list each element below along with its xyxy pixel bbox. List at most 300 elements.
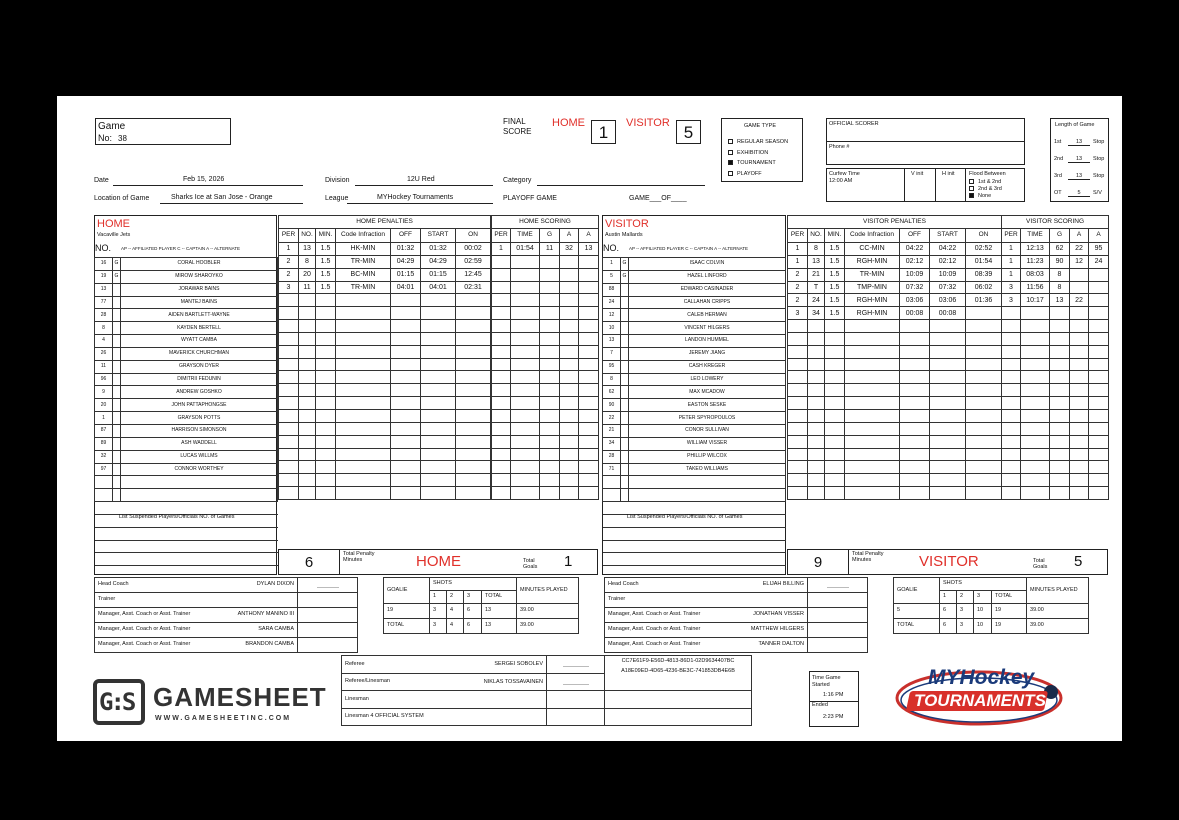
league-label: League [325, 195, 349, 202]
home-team-name: Vacaville Jets [97, 232, 131, 238]
visitor-goal-cell [1070, 332, 1089, 345]
home-penalty-cell [316, 320, 336, 333]
visitor-player-tag [621, 360, 629, 373]
home-roster-row [95, 258, 278, 271]
home-penalty-cell: 12:45 [456, 268, 491, 281]
home-staff-signature [298, 593, 358, 608]
home-goalie-label: GOALIE [384, 578, 430, 604]
home-goal-cell [511, 384, 540, 397]
visitor-penalty-cell: 07:32 [930, 281, 966, 294]
home-goal-row [492, 281, 599, 294]
official-codes-cell [605, 656, 752, 691]
visitor-goalie-row [894, 604, 1089, 619]
visitor-roster-row [603, 373, 786, 386]
visitor-penalty-cell [788, 435, 808, 448]
home-penalty-cell [299, 384, 316, 397]
official-scorer-box [826, 118, 1025, 142]
home-blank-cell [95, 553, 278, 566]
game-type-box [721, 118, 803, 182]
visitor-goal-row [1002, 307, 1109, 320]
visitor-player-number: 71 [603, 463, 621, 476]
visitor-goal-cell: 90 [1050, 255, 1070, 268]
visitor-penalty-row [788, 474, 1002, 487]
home-goal-cell [560, 422, 579, 435]
home-penalty-cell: 04:01 [391, 281, 421, 294]
home-goal-cell [560, 294, 579, 307]
checked-box-icon [728, 160, 733, 165]
visitor-pen-header-row [788, 229, 1002, 243]
home-goal-row [492, 461, 599, 474]
visitor-goal-cell [1070, 320, 1089, 333]
visitor-period-header: TOTAL [992, 591, 1027, 604]
visitor-player-name: CALEB HERMAN [629, 309, 786, 322]
flood-option [969, 179, 1002, 186]
home-staff-table [94, 577, 358, 653]
visitor-goal-cell [1021, 474, 1050, 487]
official-scorer-label: OFFICIAL SCORER [829, 121, 879, 127]
visitor-penalty-cell: 03:06 [900, 294, 930, 307]
visitor-goal-row [1002, 448, 1109, 461]
home-goal-cell [511, 371, 540, 384]
visitor-player-name [629, 489, 786, 502]
home-goalie-cell: 39.00 [517, 619, 579, 634]
visitor-score-header: PER [1002, 229, 1021, 243]
home-staff-role: Manager, Asst. Coach or Asst. Trainer [98, 611, 191, 618]
home-penalty-row [279, 358, 491, 371]
visitor-player-number: 90 [603, 399, 621, 412]
visitor-penalty-row [788, 345, 1002, 358]
visitor-player-number [603, 489, 621, 502]
myhockey-top: MYHockey [928, 666, 1035, 689]
visitor-no-header: NO. [603, 243, 620, 253]
visitor-goal-cell [1089, 461, 1109, 474]
home-penalty-cell: 1.5 [316, 255, 336, 268]
visitor-penalty-cell [788, 320, 808, 333]
length-stop: Stop [1093, 173, 1105, 179]
playoff-game-label: PLAYOFF GAME [503, 195, 557, 202]
visitor-player-number: 1 [603, 258, 621, 271]
visitor-penalty-cell [966, 358, 1002, 371]
length-rows [1054, 139, 1108, 207]
home-player-name: LUCAS WILLMS [121, 450, 278, 463]
visitor-goal-cell [1089, 320, 1109, 333]
visitor-goal-cell: 13 [1050, 294, 1070, 307]
official-empty-cell [605, 708, 752, 726]
visitor-penalty-cell: 01:54 [966, 255, 1002, 268]
game-type-option-label: REGULAR SEASON [737, 139, 789, 145]
visitor-penalty-row [788, 255, 1002, 268]
home-pen-filler [279, 499, 491, 537]
home-goal-cell: 1 [492, 243, 511, 256]
home-goalie-header-row [384, 578, 579, 591]
visitor-staff-signature [808, 593, 868, 608]
length-title: Length of Game [1055, 122, 1095, 128]
visitor-player-number: 28 [603, 450, 621, 463]
visitor-player-tag [621, 476, 629, 489]
visitor-player-tag [621, 309, 629, 322]
home-penalty-cell [391, 474, 421, 487]
visitor-goal-cell [1050, 397, 1070, 410]
home-goal-cell [560, 307, 579, 320]
visitor-penalty-row [788, 358, 1002, 371]
visitor-penalty-cell [930, 358, 966, 371]
visitor-player-number: 10 [603, 322, 621, 335]
signature-icon [827, 583, 849, 588]
visitor-goal-cell [1002, 435, 1021, 448]
visitor-pen-header: START [930, 229, 966, 243]
visitor-penalties-table [787, 215, 1002, 537]
home-goal-cell [579, 384, 599, 397]
home-goal-cell [511, 358, 540, 371]
home-penalty-cell [456, 320, 491, 333]
visitor-goal-cell [1070, 307, 1089, 320]
home-penalty-row [279, 255, 491, 268]
home-goal-cell [540, 268, 560, 281]
home-penalty-cell [456, 358, 491, 371]
home-penalty-row [279, 332, 491, 345]
home-penalty-cell [336, 384, 391, 397]
home-staff-role: Manager, Asst. Coach or Asst. Trainer [98, 641, 191, 648]
visitor-penalty-cell [808, 474, 825, 487]
visitor-player-number: 5 [603, 270, 621, 283]
home-pen-header: ON [456, 229, 491, 243]
visitor-goalie-cell: 5 [894, 604, 940, 619]
visitor-penalty-row [788, 397, 1002, 410]
h-init-label: H init [942, 171, 955, 177]
home-player-number: 97 [95, 463, 113, 476]
home-staff-name: ANTHONY MANINO III [237, 611, 294, 617]
home-player-name: ASH WADDELL [121, 437, 278, 450]
length-of-game-box [1050, 118, 1109, 202]
length-period: 1st [1054, 139, 1062, 145]
home-goal-cell [511, 422, 540, 435]
visitor-roster-row [603, 476, 786, 489]
visitor-team-name: Austin Mallards [605, 232, 643, 238]
home-minutes-label: MINUTES PLAYED [517, 578, 579, 604]
visitor-penalty-row [788, 243, 1002, 256]
visitor-penalty-row [788, 294, 1002, 307]
visitor-player-tag [621, 347, 629, 360]
visitor-penalty-cell: 02:12 [930, 255, 966, 268]
visitor-penalty-cell [808, 371, 825, 384]
visitor-goal-cell [1002, 422, 1021, 435]
visitor-penalty-cell [900, 422, 930, 435]
home-total-goals: 1 [564, 553, 573, 570]
home-player-tag [113, 424, 121, 437]
official-role: Referee/Linesman [345, 678, 390, 685]
home-player-number: 87 [95, 424, 113, 437]
home-blank-cell [95, 527, 278, 540]
home-pen-title-row [279, 216, 491, 229]
home-penalty-cell [391, 422, 421, 435]
home-penalty-row [279, 409, 491, 422]
visitor-roster-row [603, 412, 786, 425]
visitor-goal-cell [1021, 435, 1050, 448]
home-staff-signature [298, 623, 358, 638]
home-player-tag: G [113, 270, 121, 283]
home-goalie-cell: 3 [430, 604, 447, 619]
visitor-penalty-cell: 1.5 [825, 281, 845, 294]
home-penalty-cell [456, 332, 491, 345]
length-period: 3rd [1054, 173, 1062, 179]
home-pen-header: START [421, 229, 456, 243]
visitor-penalty-cell: 03:06 [930, 294, 966, 307]
home-penalty-cell [279, 474, 299, 487]
visitor-goal-cell [1021, 345, 1050, 358]
visitor-penalty-cell: 13 [808, 255, 825, 268]
home-penalty-cell [279, 345, 299, 358]
visitor-penalty-cell [825, 422, 845, 435]
visitor-penalty-cell: 06:02 [966, 281, 1002, 294]
home-player-name: KAYDEN BERTELL [121, 322, 278, 335]
visitor-penalty-row [788, 461, 1002, 474]
home-staff-name: BRANDON CAMBA [245, 641, 294, 647]
visitor-goal-cell [1089, 435, 1109, 448]
visitor-player-tag [621, 399, 629, 412]
visitor-penalty-cell [808, 409, 825, 422]
home-player-tag [113, 476, 121, 489]
home-goal-row [492, 243, 599, 256]
home-penalty-cell [421, 384, 456, 397]
visitor-player-number: 21 [603, 424, 621, 437]
visitor-goal-cell [1089, 371, 1109, 384]
home-penalty-cell [299, 435, 316, 448]
visitor-penalty-row [788, 332, 1002, 345]
home-penalty-cell [279, 320, 299, 333]
visitor-blank-cell [603, 540, 786, 553]
home-goal-row [492, 474, 599, 487]
visitor-penalty-cell [825, 345, 845, 358]
home-player-name: JORAWAR BAINS [121, 283, 278, 296]
home-goal-cell: 11 [540, 243, 560, 256]
game-type-option [728, 137, 788, 148]
visitor-staff-signature [808, 578, 868, 593]
home-staff-name: SARA CAMBA [258, 626, 294, 632]
visitor-goalie-cell: 6 [940, 604, 957, 619]
visitor-player-number [603, 476, 621, 489]
home-staff-cell [95, 608, 298, 623]
home-penalty-cell [279, 448, 299, 461]
home-suspended-cell [95, 502, 278, 515]
visitor-player-name: ISAAC COLVIN [629, 258, 786, 271]
length-value: 13 [1068, 139, 1090, 146]
length-row [1054, 173, 1108, 190]
visitor-goal-cell [1089, 384, 1109, 397]
game-of-label: GAME___OF____ [629, 195, 687, 202]
official-signature [547, 673, 605, 691]
visitor-goalie-cell: 39.00 [1027, 604, 1089, 619]
h-init-box [935, 168, 966, 202]
home-roster-row [95, 322, 278, 335]
visitor-goal-cell [1021, 307, 1050, 320]
visitor-goal-cell [1002, 384, 1021, 397]
visitor-goal-cell [1070, 268, 1089, 281]
home-staff-row [95, 623, 358, 638]
home-goal-cell [540, 409, 560, 422]
home-goal-row [492, 345, 599, 358]
home-roster-row [95, 437, 278, 450]
game-no-label: No: [98, 133, 113, 143]
visitor-goal-cell [1050, 345, 1070, 358]
home-penalty-row [279, 448, 491, 461]
visitor-penalty-cell [845, 474, 900, 487]
visitor-penalty-cell: 1 [788, 243, 808, 256]
visitor-roster-row [603, 424, 786, 437]
home-goal-cell [560, 474, 579, 487]
visitor-score-title: VISITOR SCORING [1002, 216, 1109, 229]
final-label: FINAL [503, 117, 526, 126]
length-stop: Stop [1093, 139, 1105, 145]
visitor-player-tag [621, 437, 629, 450]
home-roster-row [95, 373, 278, 386]
home-penalty-cell [421, 358, 456, 371]
visitor-penalty-cell [788, 332, 808, 345]
visitor-pen-header: NO. [808, 229, 825, 243]
flood-option-label: 2nd & 3rd [978, 186, 1002, 192]
visitor-goal-row [1002, 255, 1109, 268]
home-player-tag [113, 360, 121, 373]
home-penalty-cell [336, 320, 391, 333]
visitor-goal-cell [1089, 422, 1109, 435]
home-penalty-cell: 04:29 [421, 255, 456, 268]
official-right-cell [752, 656, 807, 726]
visitor-goal-cell [1050, 461, 1070, 474]
visitor-penalty-cell [930, 397, 966, 410]
home-roster-row [95, 463, 278, 476]
home-penalty-cell [456, 397, 491, 410]
visitor-roster-row [603, 463, 786, 476]
visitor-staff-row [605, 623, 868, 638]
home-goal-cell [492, 268, 511, 281]
home-penalty-cell [421, 294, 456, 307]
visitor-penalty-cell [845, 435, 900, 448]
visitor-staff-signature [808, 638, 868, 653]
visitor-roster-row [603, 309, 786, 322]
home-score-header: A [579, 229, 599, 243]
home-goal-cell [540, 422, 560, 435]
home-goal-cell [579, 307, 599, 320]
visitor-penalty-cell [825, 461, 845, 474]
home-penalty-cell [299, 487, 316, 500]
home-penalty-cell [316, 332, 336, 345]
length-period: OT [1054, 190, 1062, 196]
unchecked-box-icon [728, 171, 733, 176]
home-goal-cell [579, 397, 599, 410]
division-value: 12U Red [407, 176, 435, 183]
visitor-goal-cell [1050, 371, 1070, 384]
home-penalty-cell [421, 320, 456, 333]
home-player-tag [113, 347, 121, 360]
visitor-score-header: A [1070, 229, 1089, 243]
length-stop: S/V [1093, 190, 1102, 196]
visitor-staff-cell [605, 623, 808, 638]
visitor-player-tag [621, 335, 629, 348]
visitor-goal-cell [1070, 461, 1089, 474]
home-penalty-cell [391, 358, 421, 371]
visitor-player-name: LANDON HUMMEL [629, 335, 786, 348]
home-pim-label-text: Total Penalty Minutes [343, 551, 375, 564]
home-goal-row [492, 307, 599, 320]
home-total-pim: 6 [304, 554, 314, 571]
visitor-goal-cell [1002, 307, 1021, 320]
length-value: 13 [1068, 173, 1090, 180]
visitor-goalie-cell: 6 [940, 619, 957, 634]
visitor-goal-cell [1050, 332, 1070, 345]
home-goal-cell [579, 281, 599, 294]
home-player-number: 96 [95, 373, 113, 386]
visitor-penalty-cell: 34 [808, 307, 825, 320]
visitor-penalty-cell: 2 [788, 268, 808, 281]
home-goal-cell [540, 281, 560, 294]
home-goal-cell [579, 320, 599, 333]
started-label-text: Time Game Started [812, 675, 841, 688]
visitor-goalie-table [893, 577, 1089, 634]
home-staff-cell [95, 623, 298, 638]
game-type-option-label: TOURNAMENT [737, 160, 776, 166]
category-label: Category [503, 177, 532, 184]
official-cell [342, 708, 547, 726]
visitor-player-name: PHILLIP WILCOX [629, 450, 786, 463]
home-roster-row [95, 553, 278, 566]
visitor-penalty-cell [845, 371, 900, 384]
home-goal-cell [492, 332, 511, 345]
game-type-option-label: EXHIBITION [737, 149, 769, 156]
official-role: Linesman [345, 695, 369, 702]
visitor-goal-cell [1050, 474, 1070, 487]
home-roster-row [95, 476, 278, 489]
home-goal-cell [540, 255, 560, 268]
visitor-goal-cell: 1 [1002, 255, 1021, 268]
visitor-goalie-label: GOALIE [894, 578, 940, 604]
home-penalty-cell [336, 345, 391, 358]
flood-label: Flood Between [969, 171, 1006, 177]
home-player-name [121, 489, 278, 502]
home-goal-cell [492, 294, 511, 307]
visitor-penalty-cell [825, 409, 845, 422]
visitor-player-number: 34 [603, 437, 621, 450]
home-penalty-cell [421, 345, 456, 358]
home-penalties-table [278, 215, 491, 537]
flood-options [969, 179, 1002, 200]
home-period-header: 1 [430, 591, 447, 604]
location-value: Sharks Ice at San Jose - Orange [171, 194, 273, 201]
home-goal-cell [511, 281, 540, 294]
home-penalty-cell: 2 [279, 255, 299, 268]
visitor-player-tag: G [621, 270, 629, 283]
home-penalty-cell: 3 [279, 281, 299, 294]
visitor-total-pim: 9 [813, 554, 823, 571]
officials-table [341, 655, 807, 726]
home-goal-cell [579, 461, 599, 474]
visitor-penalty-cell [930, 448, 966, 461]
home-penalty-cell: 02:31 [456, 281, 491, 294]
home-penalty-cell [316, 474, 336, 487]
visitor-penalty-cell [900, 409, 930, 422]
home-player-name: MAVERICK CHURCHMAN [121, 347, 278, 360]
home-goalie-cell: TOTAL [384, 619, 430, 634]
home-legend: AP -- AFFILIATED PLAYER C -- CAPTAIN A -- ALTERNATE [121, 246, 241, 251]
visitor-goal-cell: 22 [1070, 294, 1089, 307]
home-goalie-cell: 13 [482, 604, 517, 619]
game-number-box [95, 118, 231, 145]
visitor-goal-row [1002, 474, 1109, 487]
visitor-goal-cell [1089, 397, 1109, 410]
visitor-penalty-cell [845, 397, 900, 410]
home-goalie-cell: 3 [430, 619, 447, 634]
visitor-penalty-cell [788, 371, 808, 384]
visitor-goal-cell [1070, 474, 1089, 487]
home-player-name: HARRISON SIMONSON [121, 424, 278, 437]
